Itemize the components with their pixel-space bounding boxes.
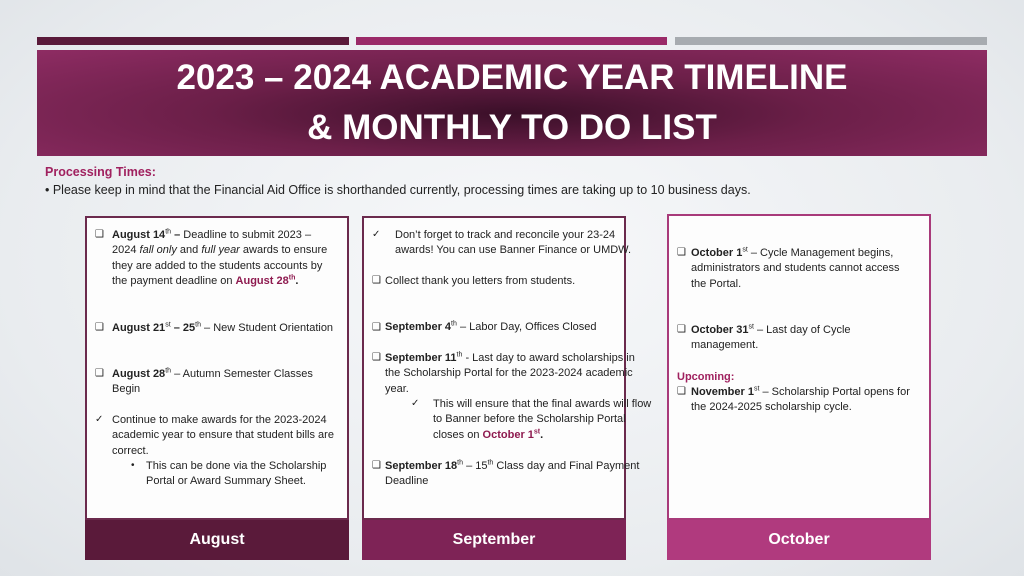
date-suffix: st xyxy=(742,246,748,254)
checkbox-bullet-icon: ❑ xyxy=(372,460,381,471)
date-suffix: st xyxy=(165,321,171,329)
item-text: Deadline to submit 2023 – 2024 xyxy=(112,229,312,257)
august-item-awards: Continue to make awards for the 2023-2024 academic year to ensure that student bills are correct. xyxy=(112,414,334,457)
checkbox-bullet-icon: ❑ xyxy=(677,324,686,335)
date-suffix: th xyxy=(451,320,457,328)
fall-only-text: fall only xyxy=(139,244,177,257)
date: October 1 xyxy=(691,247,743,259)
month-label-august: August xyxy=(85,520,349,560)
item-text-rest: awards to ensure they are added to the students accounts by the payment deadline on xyxy=(112,244,328,287)
august-item-awards-sub: This can be done via the Scholarship Portal or Award Summary Sheet. xyxy=(146,460,327,488)
highlight-suffix: st xyxy=(533,427,541,435)
october-item-portal-opens xyxy=(691,385,913,416)
date: September 18 xyxy=(385,460,458,472)
september-item-last-day-sub: This will ensure that the final awards will flow to Banner before the Scholarship Portal closes on October 1st. xyxy=(433,398,652,441)
checkbox-bullet-icon: ❑ xyxy=(677,386,686,397)
full-year-text: full year xyxy=(201,244,240,257)
october-item-cycle-management xyxy=(691,246,913,292)
checkbox-bullet-icon: ❑ xyxy=(372,322,381,333)
top-accent-bar-august xyxy=(37,37,349,45)
date: November 1 xyxy=(691,386,754,398)
checkbox-bullet-icon: ❑ xyxy=(95,368,104,379)
dot-bullet-icon: • xyxy=(131,460,135,471)
date: August 28 xyxy=(112,368,166,380)
processing-times-text: • Please keep in mind that the Financial Aid Office is shorthanded currently, processing times are taking up to 10 business days. xyxy=(45,183,751,197)
date-suffix: th xyxy=(165,228,172,236)
date-suffix: th xyxy=(195,321,201,329)
item-text: This will ensure that the final awards will flow to Banner before the Scholarship Portal closes on xyxy=(433,398,652,441)
date-suffix: st xyxy=(748,323,754,331)
title-banner xyxy=(37,50,987,156)
item-text: – Scholarship Portal opens for the 2024-2025 scholarship cycle. xyxy=(691,386,910,414)
highlight-suffix: th xyxy=(288,274,296,282)
highlight-date: August 28 xyxy=(235,274,289,287)
check-bullet-icon: ✓ xyxy=(411,398,420,409)
date: October 31 xyxy=(691,324,749,336)
august-item-orientation xyxy=(112,321,338,336)
item-text: – 15 xyxy=(466,460,488,472)
date: September 4 xyxy=(385,321,452,333)
month-label-september: September xyxy=(362,520,626,560)
date: August 21 xyxy=(112,322,166,334)
title-line-2: & MONTHLY TO DO LIST xyxy=(307,108,717,147)
september-item-last-day xyxy=(385,351,651,397)
checkbox-bullet-icon: ❑ xyxy=(677,247,686,258)
text-suffix: th xyxy=(487,459,494,467)
item-text-rest: Class day and Final Payment Deadline xyxy=(385,460,640,488)
date-suffix: st xyxy=(753,385,760,393)
august-item-deadline: August 14th – Deadline to submit 2023 – 2024 fall only and full year awards to ensure they are added to the students accounts by the payment deadline on August 28th. xyxy=(112,228,328,287)
check-bullet-icon: ✓ xyxy=(95,414,104,425)
date-suffix: th xyxy=(165,367,172,375)
august-item-classes xyxy=(112,367,338,398)
upcoming-label: Upcoming: xyxy=(677,371,735,383)
processing-times-label: Processing Times: xyxy=(45,165,156,179)
september-item-thank-you: Collect thank you letters from students. xyxy=(385,275,576,287)
item-text: – Cycle Management begins, administrators and students cannot access the Portal. xyxy=(691,247,900,290)
item-text: – Autumn Semester Classes Begin xyxy=(112,368,313,396)
checkbox-bullet-icon: ❑ xyxy=(95,322,104,333)
october-item-last-day xyxy=(691,323,913,354)
september-item-labor-day xyxy=(385,320,651,335)
date: August 14 xyxy=(112,229,166,241)
check-bullet-icon: ✓ xyxy=(372,229,381,240)
checkbox-bullet-icon: ❑ xyxy=(372,352,381,363)
september-item-payment-deadline xyxy=(385,459,651,490)
checkbox-bullet-icon: ❑ xyxy=(95,229,104,240)
highlight-date: October 1 xyxy=(482,428,534,441)
and-text: and xyxy=(179,244,199,257)
item-text: – Labor Day, Offices Closed xyxy=(459,321,597,333)
item-text: – Last day of Cycle management. xyxy=(691,324,851,352)
checkbox-bullet-icon: ❑ xyxy=(372,275,381,286)
date-suffix: th xyxy=(457,459,463,467)
date-range: – 25 xyxy=(173,322,196,334)
title-line-1: 2023 – 2024 ACADEMIC YEAR TIMELINE xyxy=(176,58,848,97)
date-suffix: th xyxy=(456,351,463,359)
top-accent-bar-september xyxy=(356,37,667,45)
item-text: - Last day to award scholarships in the Scholarship Portal for the 2023-2024 academic year. xyxy=(385,352,635,395)
month-label-october: October xyxy=(667,520,931,560)
date: September 11 xyxy=(385,352,457,364)
item-text: – New Student Orientation xyxy=(204,322,334,334)
top-accent-bar-october xyxy=(675,37,987,45)
september-item-reconcile: Don’t forget to track and reconcile your 23-24 awards! You can use Banner Finance or UMDW. xyxy=(395,229,632,257)
